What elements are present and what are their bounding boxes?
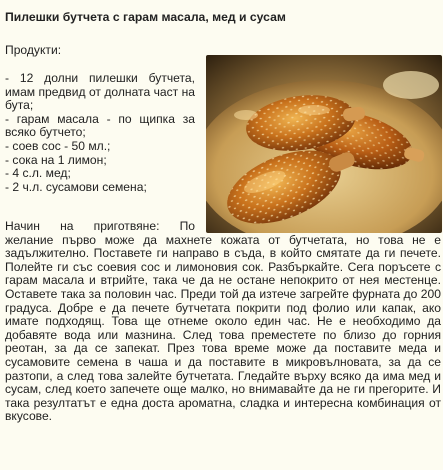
page-title: Пилешки бутчета с гарам масала, мед и сусам	[5, 10, 286, 24]
products-heading: Продукти:	[5, 43, 62, 57]
ingredient-item: - 12 долни пилешки бутчета, имам предвид от долната част на бута;	[5, 71, 195, 113]
ingredient-item: - 4 с.л. мед;	[5, 166, 71, 181]
chicken-drumsticks-photo	[206, 55, 442, 233]
ingredient-item: - соев сос - 50 мл.;	[5, 138, 111, 153]
ingredient-item: - 2 ч.л. сусамови семена;	[5, 179, 147, 194]
ingredient-item: - гарам масала - по щипка за всяко бутчето;	[5, 111, 195, 140]
preparation-paragraph: Начин на приготвяне: По желание първо може да махнете кожата от бутчетата, но това не е задължително. Поставете ги направо в съда, в който смятате да ги печете. Полейте ги със соевия сос и лимоновия сок. Разбъркайте. Сега поръсете с гарам масала и втрийте, така че да не остане непокрито от нея местенце. Оставете така за половин час. Преди той да изтече загрейте фурната до 200 градуса. Добре е да печете бутчетата покрити под фолио или капак, ако имате подходящ. Това ще отнеме около един час. Не е необходимо да добавяте вода или мазнина. След това преместете по близо до горния реотан, за да се запекат. През това време може да поставите меда и сусамовите семена в чаша и да поставите в микровълновата, за да се разтопи, а след това залейте бутчетата. Гледайте върху всяко да има мед и сусам, след което запечете още малко, но внимавайте да не ги прегорите. И така резултатът е една доста ароматна, сладка и интересна комбинация от вкусове.	[5, 219, 441, 424]
ingredients-list	[5, 72, 195, 194]
ingredient-item: - сока на 1 лимон;	[5, 152, 107, 167]
preparation-text	[5, 220, 441, 424]
